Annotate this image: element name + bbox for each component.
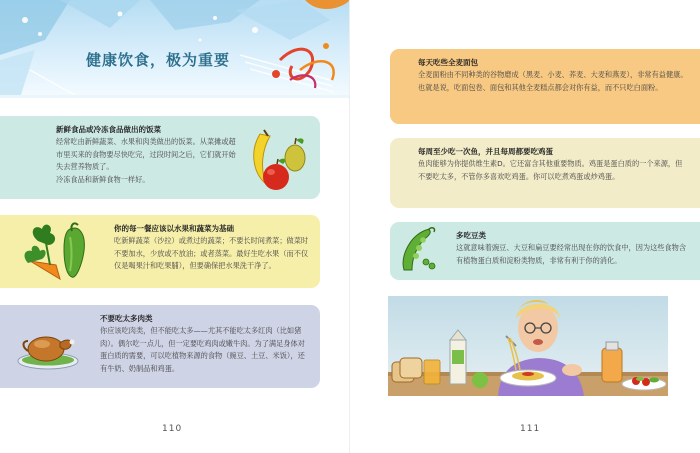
section-body	[100, 325, 308, 375]
section-card-beans	[390, 222, 700, 280]
section-body	[418, 158, 688, 183]
section-card-fresh-food	[0, 116, 320, 199]
section-paragraph: 全麦面粉由不同种类的谷物磨成（黑麦、小麦、荞麦、大麦和燕麦），非常有益健康。也就是说，吃面包卷、面包和其他全麦糕点都会对你有益，而不只吃白面粉。	[418, 70, 688, 92]
vegetables-icon	[20, 221, 100, 285]
section-paragraph: 经常吃由新鲜蔬菜、水果和肉类做出的饭菜。从菜摊或超市里买来的食物要尽快吃完，过段时间之后，它们就开始失去营养物质了。	[56, 137, 236, 171]
page-number: 110	[162, 424, 183, 434]
section-card-vegetables	[0, 215, 320, 288]
boy-eating-scene	[388, 296, 668, 396]
section-body	[418, 69, 688, 94]
section-title: 不要吃太多肉类	[100, 314, 153, 323]
section-body	[56, 136, 240, 186]
page-number: 111	[520, 424, 541, 434]
section-title: 你的每一餐应该以水果和蔬菜为基础	[114, 224, 234, 233]
boy-eating-illustration	[388, 296, 668, 396]
section-title: 新鲜食品或冷冻食品做出的饭菜	[56, 125, 161, 134]
header-illustration	[0, 0, 350, 98]
section-body	[114, 235, 310, 273]
section-title: 每天吃些全麦面包	[418, 58, 478, 67]
section-card-whole-grain	[390, 49, 700, 124]
section-title: 多吃豆类	[456, 231, 486, 240]
section-body	[456, 242, 692, 267]
section-paragraph: 你应该吃肉类，但不能吃太多——尤其不能吃太多红肉（比如猪肉）。偶尔吃一点儿，但一定要吃鸡肉或嫩牛肉。为了满足身体对蛋白质的需要，可以吃植物来源的食物（豌豆、土豆、米饭），还有牛奶、奶制品和鸡蛋。	[100, 326, 305, 373]
roast-chicken-icon	[16, 327, 80, 371]
section-title: 每周至少吃一次鱼，并且每周都要吃鸡蛋	[418, 147, 553, 156]
section-paragraph: 鱼肉能够为你提供维生素D。它还富含其他重要物质。鸡蛋是蛋白质的一个来源，但不要吃太多，不管你多喜欢吃鸡蛋。你可以吃煮鸡蛋或炒鸡蛋。	[418, 159, 683, 181]
fruit-bowl-icon	[240, 120, 316, 196]
section-paragraph: 这就意味着豌豆、大豆和扁豆要经常出现在你的饮食中，因为这些食物含有植物蛋白质和淀粉类物质，非常有利于你的消化。	[456, 243, 687, 265]
peapod-icon	[396, 226, 440, 276]
section-paragraph: 冷冻食品和新鲜食物一样好。	[56, 174, 150, 184]
bread-slices	[392, 358, 422, 382]
section-card-meat	[0, 305, 320, 388]
section-card-fish-eggs	[390, 138, 700, 208]
page-title: 健康饮食，极为重要	[86, 51, 231, 69]
section-paragraph: 吃新鲜蔬菜（沙拉）或煮过的蔬菜；不要长时间煮菜；做菜时不要加水，少放或不放油；或者蒸菜。最好生吃水果（而不仅仅是喝果汁和吃果脯），但要确保把水果洗干净了。	[114, 236, 309, 270]
